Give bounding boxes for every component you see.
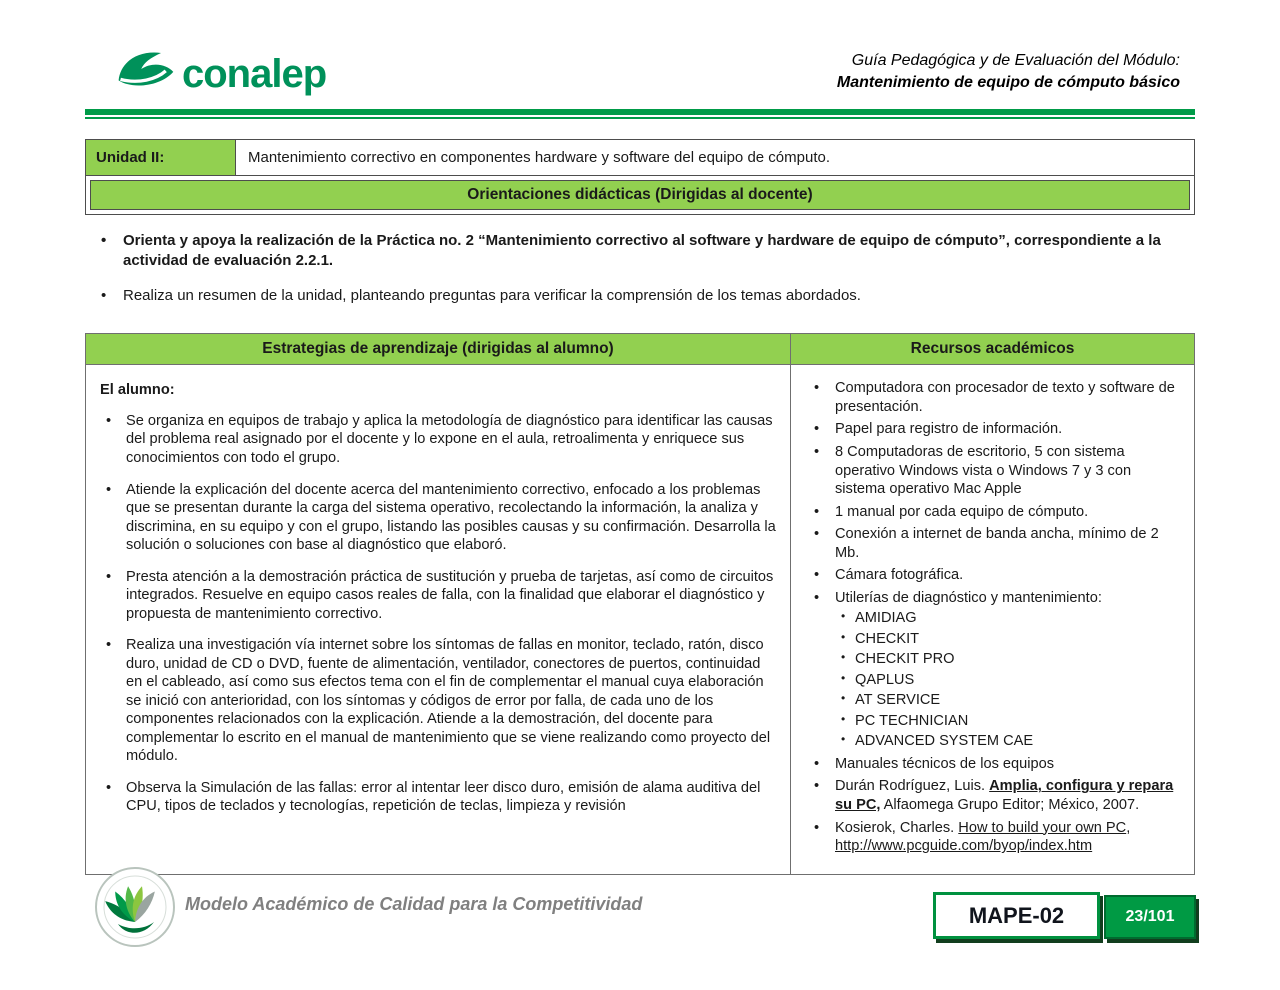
page-number-badge: 23/101 xyxy=(1104,895,1196,939)
content-area xyxy=(85,139,1195,875)
orientaciones-section-header: Orientaciones didácticas (Dirigidas al docente) xyxy=(90,180,1190,210)
orientaciones-bullet-list xyxy=(93,231,1195,305)
header-divider-rule xyxy=(85,109,1195,119)
utility-item: • QAPLUS xyxy=(839,671,1180,690)
student-intro-label: El alumno: xyxy=(100,382,175,399)
estrategias-cell xyxy=(86,365,791,873)
document-title-line1: Guía Pedagógica y de Evaluación del Módulo: xyxy=(851,52,1180,69)
doc-code-box: MAPE-02 xyxy=(933,892,1100,939)
reference-title: How to build your own PC xyxy=(958,819,1127,836)
strategy-bullet: • Realiza una investigación vía internet sobre los síntomas de fallas en monitor, teclado, ratón, disco duro, unidad de CD o DVD, fuente de alimentación, ventilador, conectores de puertos, continuidad en el cableado, así como sus efectos tema con el fin de complementar el manual cuya elaboración se inició con anterioridad, con los síntomas y códigos de error por falla, de cada uno de los componentes relacionados con la explicación. Atiende a la demostración, del docente para complementar lo escrito en el manual de mantenimiento que se viene realizando como proyecto del módulo. xyxy=(100,636,776,766)
strategy-bullet: • Se organiza en equipos de trabajo y aplica la metodología de diagnóstico para identificar las causas del problema real asignado por el docente y lo expone en el aula, retroalimenta y enriquece sus conocimientos con todo el grupo. xyxy=(100,412,776,468)
reference-kosierok: • Kosierok, Charles. How to build your own PC, http://www.pcguide.com/byop/index.htm xyxy=(805,819,1180,856)
footer-motto: Modelo Académico de Calidad para la Competitividad xyxy=(185,894,643,914)
strategy-bullet: • Presta atención a la demostración práctica de sustitución y prueba de tarjetas, así como de circuitos integrados. Resuelve en equipo casos reales de falla, con la finalidad que elaborar el diagnóstico y propuesta de mantenimiento correctivo. xyxy=(100,568,776,624)
resource-bullet: • Manuales técnicos de los equipos xyxy=(805,755,1180,774)
reference-title: Amplia, configura y repara su PC, xyxy=(835,778,1174,814)
strategies-resources-table xyxy=(85,333,1195,874)
reference-duran xyxy=(805,777,1180,814)
orientation-bullet: • Realiza un resumen de la unidad, planteando preguntas para verificar la comprensión de los temas abordados. xyxy=(93,286,1195,306)
reference-author: Kosierok, Charles. xyxy=(835,819,959,836)
reference-publisher: Alfaomega Grupo Editor; México, 2007. xyxy=(880,797,1140,814)
estrategias-column-header: Estrategias de aprendizaje (dirigidas al alumno) xyxy=(86,334,791,365)
conalep-swoosh-icon xyxy=(112,46,178,92)
orientation-bullet: • Orienta y apoya la realización de la Práctica no. 2 “Mantenimiento correctivo al software y hardware de equipo de cómputo”, correspondiente a la actividad de evaluación 2.2.1. xyxy=(93,231,1195,271)
resource-bullet: • 1 manual por cada equipo de cómputo. xyxy=(805,503,1180,522)
document-title-line2: Mantenimiento de equipo de cómputo básico xyxy=(836,73,1180,91)
resource-bullet: • Papel para registro de información. xyxy=(805,420,1180,439)
utility-list xyxy=(839,609,1180,751)
resource-bullet: • Cámara fotográfica. xyxy=(805,566,1180,585)
unit-table xyxy=(85,139,1195,215)
section-bar-wrapper xyxy=(86,176,1194,214)
resource-bullet: • Computadora con procesador de texto y software de presentación. xyxy=(805,379,1180,416)
utility-item: • CHECKIT xyxy=(839,630,1180,649)
conalep-wordmark: conalep xyxy=(182,52,327,96)
mace-seal-icon xyxy=(94,866,176,948)
conalep-logo xyxy=(112,46,327,96)
strategy-bullet: • Observa la Simulación de las fallas: error al intentar leer disco duro, emisión de alama auditiva del CPU, tipos de teclados y tecnologías, repetición de teclas, limpieza y revisión xyxy=(100,779,776,816)
resource-bullet-utilities xyxy=(805,589,1180,751)
strategy-bullet: • Atiende la explicación del docente acerca del mantenimiento correctivo, enfocado a los problemas que se presentan durante la carga del sistema operativo, recolectando la información, la analiza y discrimina, en su equipo y con el grupo, listando las posibles causas y su confirmación. Desarrolla la solución o soluciones con base al diagnóstico que elaboró. xyxy=(100,481,776,555)
reference-url-link[interactable]: http://www.pcguide.com/byop/index.htm xyxy=(835,838,1093,855)
unit-description-cell: Mantenimiento correctivo en componentes hardware y software del equipo de cómputo. xyxy=(248,149,830,166)
utility-item: • ADVANCED SYSTEM CAE xyxy=(839,732,1180,751)
utility-item: • AT SERVICE xyxy=(839,691,1180,710)
unit-label-cell: Unidad II: xyxy=(86,140,236,175)
utility-item: • AMIDIAG xyxy=(839,609,1180,628)
utility-item: • CHECKIT PRO xyxy=(839,650,1180,669)
utilities-label: Utilerías de diagnóstico y mantenimiento: xyxy=(835,589,1102,606)
strategy-bullet-list xyxy=(100,412,776,816)
document-title xyxy=(837,50,1180,93)
resource-bullet: • 8 Computadoras de escritorio, 5 con sistema operativo Windows vista o Windows 7 y 3 con sistema operativo Mac Apple xyxy=(805,443,1180,499)
utility-item: • PC TECHNICIAN xyxy=(839,712,1180,731)
recursos-column-header: Recursos académicos xyxy=(791,334,1194,365)
unit-row xyxy=(86,140,1194,176)
reference-author: Durán Rodríguez, Luis. xyxy=(835,778,990,795)
resource-bullet-list xyxy=(805,379,1180,855)
resource-bullet: • Conexión a internet de banda ancha, mínimo de 2 Mb. xyxy=(805,525,1180,562)
recursos-cell xyxy=(791,365,1194,873)
